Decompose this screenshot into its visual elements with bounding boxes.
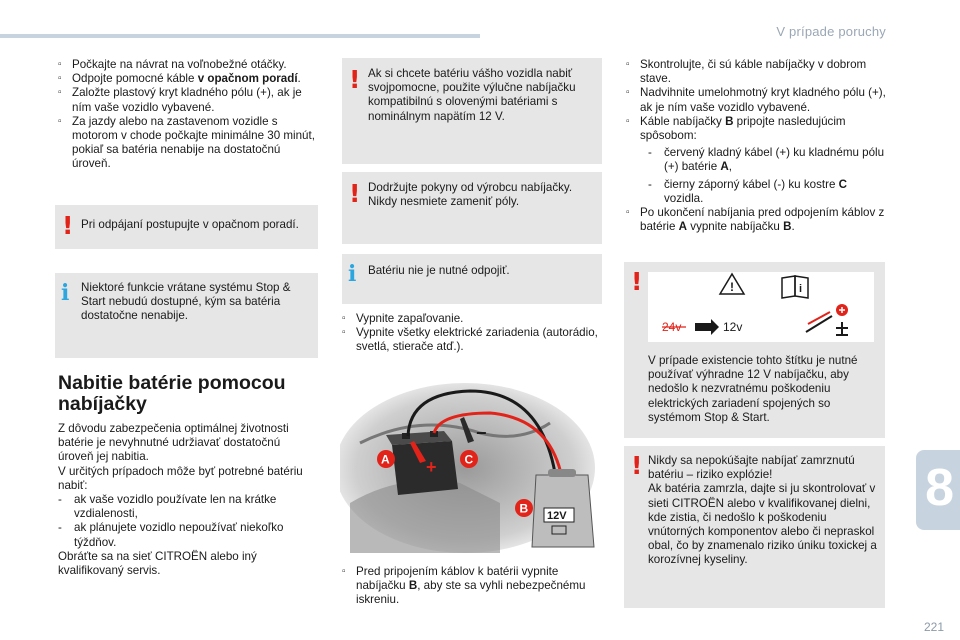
list-item: - ak plánujete vozidlo nepoužívať niekoľko týždňov. [58, 521, 284, 549]
square-bullet-icon: ▫ [58, 115, 62, 127]
square-bullet-icon: ▫ [342, 313, 346, 324]
charging-paragraph: Z dôvodu zabezpečenia optimálnej životnosti batérie je nevyhnutné udržiavať dostatočnú úroveň jej nabitia. V určitých prípadoch môže byť potrebné batériu nabiť: - ak vaše vozidlo používate len na krátke vzdialenosti, - ak plánujete vozidlo nepoužívať niekoľko týždňov. Obráťte sa na sieť CITROËN alebo iný kvalifikovaný servis. [58, 422, 318, 578]
info-box: i Batériu nie je nutné odpojiť. [342, 254, 602, 304]
voltage-24-crossed: 24v [662, 320, 682, 334]
dash-list [58, 493, 318, 550]
svg-text:B: B [519, 501, 529, 516]
stop-start-label [648, 272, 874, 342]
list-item: ▫ Za jazdy alebo na zastavenom vozidle s motorom v chode počkajte minimálne 30 minút, pokiaľ sa batéria nenabije na dostatočnú úroveň. [58, 114, 315, 171]
square-bullet-icon: ▫ [626, 87, 630, 99]
list-item: ▫ Nadvihnite umelohmotný kryt kladného pólu (+), ak je ním vaše vozidlo vybavené. [626, 86, 886, 114]
plus-sign: + [426, 457, 437, 477]
svg-text:i: i [799, 283, 803, 295]
connection-steps [640, 146, 888, 206]
info-icon: i [61, 280, 70, 306]
list-item: ▫ Založte plastový kryt kladného pólu (+), ak je ním vaše vozidlo vybavené. [58, 86, 302, 114]
exclamation-icon: ! [62, 211, 74, 240]
list-item: - červený kladný kábel (+) ku kladnému pólu (+) batérie A, [648, 146, 885, 174]
exclamation-icon: ! [631, 451, 643, 480]
list-item: - ak vaše vozidlo používate len na krátke vzdialenosti, [58, 493, 277, 521]
square-bullet-icon: ▫ [626, 207, 630, 219]
list-item: ▫ Vypnite zapaľovanie. [342, 312, 464, 325]
list-item: ▫ Vypnite všetky elektrické zariadenia (autorádio, svetlá, stierače atď.). [342, 326, 598, 354]
square-bullet-icon: ▫ [626, 59, 630, 70]
warning-box: ! Nikdy sa nepokúšajte nabíjať zamrznutú batériu – riziko explózie! Ak batéria zamrzla, dajte si ju skontrolovať v sieti CITROËN alebo v kvalifikovanej dielni, kde zistia, či nedošlo k poškodeniu vnútorných komponentov alebo či nepraskol obal, čo by znamenalo riziko úniku toxickej a korozívnej kyseliny. [624, 446, 885, 608]
list-item: ▫ Káble nabíjačky B pripojte nasledujúcim spôsobom: - červený kladný kábel (+) ku kladnému pólu (+) batérie A, - čierny záporný kábel (-) ku kostre C vozidla. [626, 115, 888, 206]
charger-b [532, 469, 594, 547]
steps-list-4 [626, 58, 888, 234]
steps-list-1 [58, 58, 316, 172]
list-item: ▫ Pred pripojením káblov k batérii vypnite nabíjačku B, aby ste sa vyhli nebezpečnému iskreniu. [342, 565, 586, 607]
section-title: V prípade poruchy [776, 24, 886, 39]
chapter-number: 8 [925, 459, 954, 517]
svg-text:A: A [381, 452, 390, 467]
charger-voltage-label: 12V [547, 510, 567, 522]
info-icon: i [348, 261, 357, 287]
list-item: ▫ Odpojte pomocné káble v opačnom poradí. [58, 72, 301, 86]
exclamation-icon: ! [631, 267, 643, 296]
square-bullet-icon: ▫ [626, 115, 630, 127]
list-item: - čierny záporný kábel (-) ku kostre C vozidla. [648, 177, 847, 205]
exclamation-icon: ! [349, 179, 361, 208]
battery-charger-illustration [340, 383, 602, 553]
list-item: ▫ Po ukončení nabíjania pred odpojením káblov z batérie A vypnite nabíjačku B. [626, 206, 885, 234]
warning-box: ! Pri odpájaní postupujte v opačnom poradí. [55, 205, 318, 249]
svg-text:C: C [464, 452, 474, 467]
square-bullet-icon: ▫ [342, 566, 346, 577]
voltage-12: 12v [723, 320, 743, 334]
steps-list-2 [342, 312, 600, 355]
steps-list-3 [342, 565, 600, 608]
exclamation-icon: ! [349, 65, 361, 94]
minus-sign: − [476, 423, 487, 443]
warning-box: ! Dodržujte pokyny od výrobcu nabíjačky. Nikdy nesmiete zameniť póly. [342, 172, 602, 244]
square-bullet-icon: ▫ [58, 87, 62, 99]
square-bullet-icon: ▫ [58, 59, 62, 70]
section-heading: Nabitie batérie pomocou nabíjačky [58, 372, 286, 415]
warning-box-label: ! V prípade existencie tohto štítku je nutné používať výhradne 12 V nabíjačku, aby nedošlo k nezvratnému poškodeniu elektrických zariadení spojených so systémom Stop & Start. [624, 262, 885, 438]
page-number: 221 [923, 620, 944, 634]
header-bar [0, 34, 480, 38]
info-box: i Niektoré funkcie vrátane systému Stop & Start nebudú dostupné, kým sa batéria dostatočne nenabije. [55, 273, 318, 358]
svg-text:!: ! [730, 280, 734, 294]
warning-box: ! Ak si chcete batériu vášho vozidla nabiť svojpomocne, použite výlučne nabíjačku kompatibilnú s olovenými batériami s nominálnym napätím 12 V. [342, 58, 602, 164]
square-bullet-icon: ▫ [342, 327, 346, 339]
square-bullet-icon: ▫ [58, 73, 62, 85]
list-item: ▫ Skontrolujte, či sú káble nabíjačky v dobrom stave. [626, 58, 867, 86]
list-item: ▫ Počkajte na návrat na voľnobežné otáčky. [58, 58, 287, 71]
